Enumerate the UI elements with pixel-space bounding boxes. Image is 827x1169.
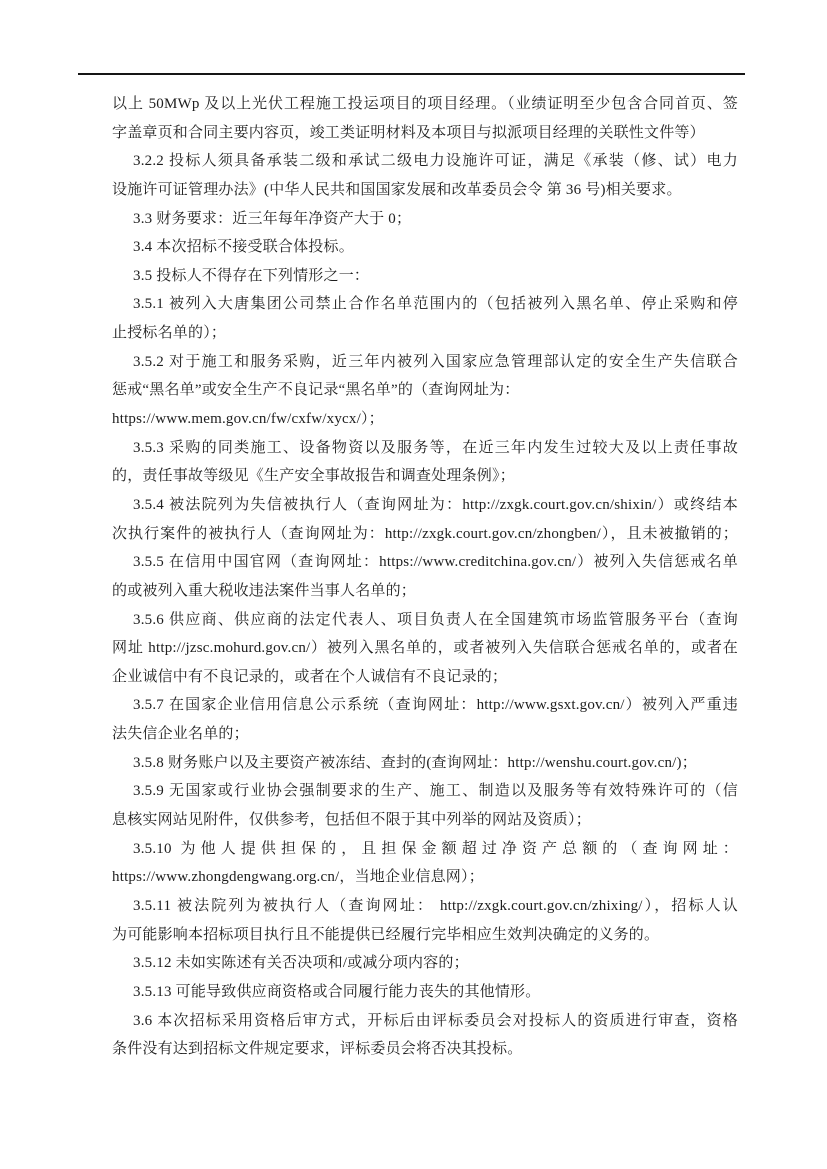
text-line: 的或被列入重大税收违法案件当事人名单的； — [112, 582, 417, 599]
text-line: 3.5.6 供应商、供应商的法定代表人、项目负责人在全国建筑市场监管服务平台（查询 — [133, 611, 738, 628]
text-line: 设施许可证管理办法》(中华人民共和国国家发展和改革委员会令 第 36 号)相关要求。 — [112, 181, 682, 198]
text-line: 条件没有达到招标文件规定要求，评标委员会将否决其投标。 — [112, 1041, 523, 1058]
text-line: 3.5.3 采购的同类施工、设备物资以及服务等，在近三年内发生过较大及以上责任事故 — [133, 439, 738, 456]
text-line: 的，责任事故等级见《生产安全事故报告和调查处理条例》； — [112, 468, 515, 485]
document-lines — [112, 90, 738, 1064]
text-line: 次执行案件的被执行人（查询网址为：http://zxgk.court.gov.cn/zhongben/），且未被撤销的； — [112, 525, 738, 542]
text-line: https://www.zhongdengwang.org.cn/，当地企业信息网）； — [112, 869, 484, 886]
text-line: 3.4 本次招标不接受联合体投标。 — [133, 239, 354, 256]
text-line: 3.5.13 可能导致供应商资格或合同履行能力丧失的其他情形。 — [133, 983, 541, 1000]
text-line: 3.6 本次招标采用资格后审方式，开标后由评标委员会对投标人的资质进行审查，资格 — [133, 1012, 738, 1029]
text-line: 3.5.10 为他人提供担保的，且担保金额超过净资产总额的（查询网址： — [133, 840, 738, 857]
text-line: 3.5.8 财务账户以及主要资产被冻结、查封的(查询网址：http://wenshu.court.gov.cn/)； — [133, 754, 697, 771]
text-line: 3.5.12 未如实陈述有关否决项和/或减分项内容的； — [133, 955, 469, 972]
text-line: 3.3 财务要求：近三年每年净资产大于 0； — [133, 210, 412, 227]
text-line: 为可能影响本招标项目执行且不能提供已经履行完毕相应生效判决确定的义务的。 — [112, 926, 660, 943]
header-rule — [78, 73, 745, 75]
text-line: 法失信企业名单的； — [112, 726, 249, 743]
text-line: 3.5.4 被法院列为失信被执行人（查询网址为：http://zxgk.court.gov.cn/shixin/）或终结本 — [133, 496, 738, 513]
text-line: 3.5.2 对于施工和服务采购，近三年内被列入国家应急管理部认定的安全生产失信联合 — [133, 353, 738, 370]
text-line: 3.2.2 投标人须具备承装二级和承试二级电力设施许可证，满足《承装（修、试）电力 — [133, 153, 738, 170]
text-line: 3.5.5 在信用中国官网（查询网址：https://www.creditchina.gov.cn/）被列入失信惩戒名单 — [133, 554, 738, 571]
text-line: 3.5.9 无国家或行业协会强制要求的生产、施工、制造以及服务等有效特殊许可的（信 — [133, 783, 738, 800]
text-line: 以上 50MWp 及以上光伏工程施工投运项目的项目经理。（业绩证明至少包含合同首页、签 — [112, 96, 738, 112]
text-line: 企业诚信中有不良记录的，或者在个人诚信有不良记录的； — [112, 668, 508, 685]
text-line: https://www.mem.gov.cn/fw/cxfw/xycx/）； — [112, 411, 384, 428]
text-line: 3.5.11 被法院列为被执行人（查询网址： http://zxgk.court.gov.cn/zhixing/），招标人认 — [133, 897, 738, 914]
text-line: 止授标名单的）； — [112, 325, 227, 342]
text-line: 3.5.7 在国家企业信用信息公示系统（查询网址：http://www.gsxt.gov.cn/）被列入严重违 — [133, 697, 738, 714]
text-line: 惩戒“黑名单”或安全生产不良记录“黑名单”的（查询网址为： — [112, 382, 520, 399]
text-line: 字盖章页和合同主要内容页，竣工类证明材料及本项目与拟派项目经理的关联性文件等） — [112, 124, 705, 141]
text-line: 网址 http://jzsc.mohurd.gov.cn/）被列入黑名单的，或者被列入失信联合惩戒名单的，或者在 — [112, 640, 738, 657]
text-line: 3.5.1 被列入大唐集团公司禁止合作名单范围内的（包括被列入黑名单、停止采购和停 — [133, 296, 738, 313]
text-line: 息核实网站见附件，仅供参考，包括但不限于其中列举的网站及资质）； — [112, 812, 591, 829]
text-line: 3.5 投标人不得存在下列情形之一： — [133, 267, 370, 284]
